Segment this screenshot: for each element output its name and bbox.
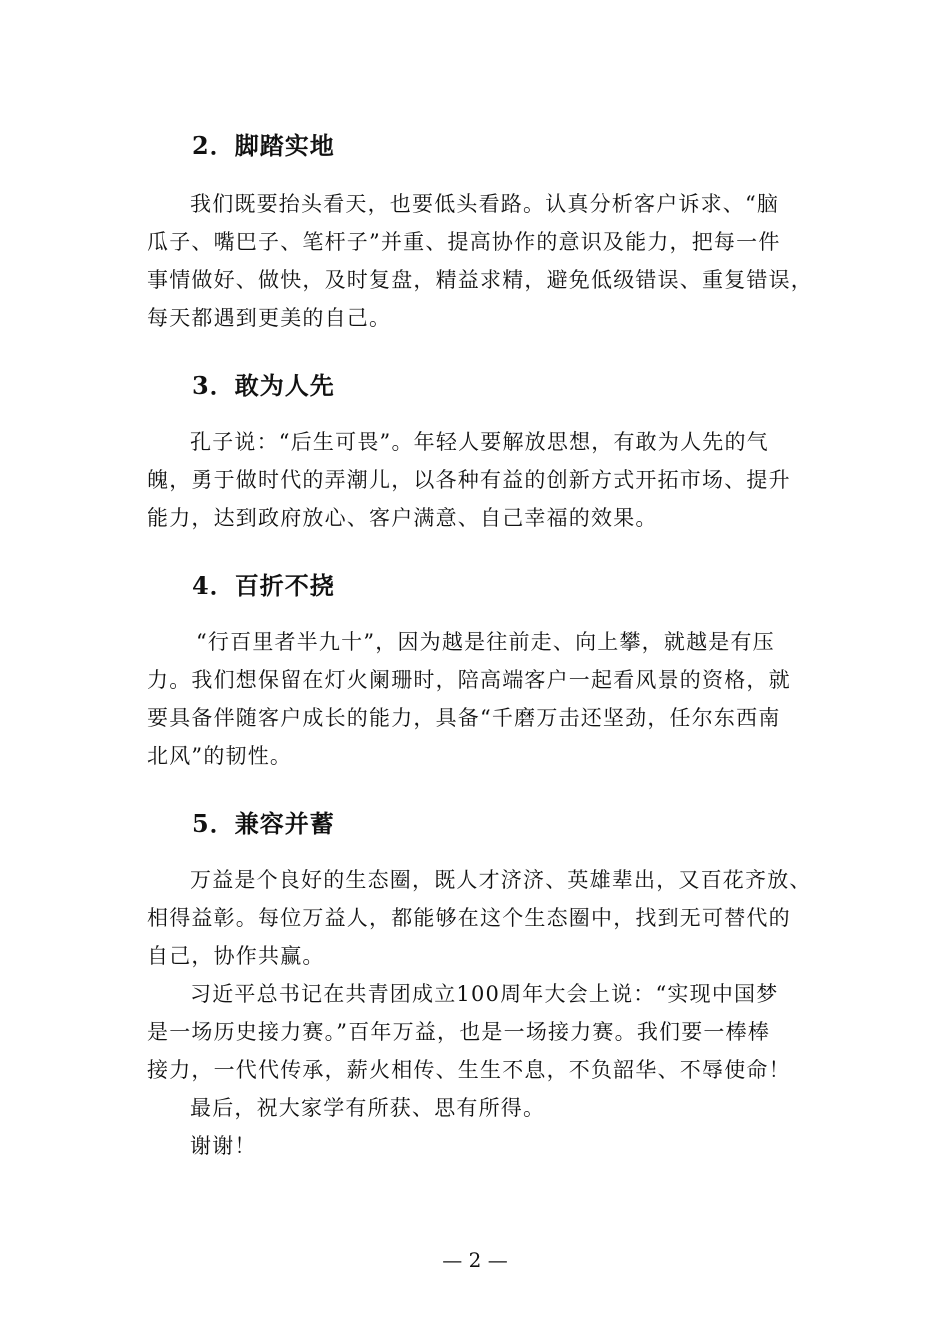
paragraph-line: 每天都遇到更美的自己。 <box>147 306 392 330</box>
paragraph-line: 自己，协作共赢。 <box>147 944 325 968</box>
paragraph-line: 是一场历史接力赛。”百年万益，也是一场接力赛。我们要一棒棒 <box>147 1020 771 1044</box>
paragraph-line: 事情做好、做快，及时复盘，精益求精，避免低级错误、重复错误， <box>147 268 813 292</box>
paragraph-line: 习近平总书记在共青团成立100周年大会上说：“实现中国梦 <box>190 982 779 1006</box>
paragraph-line: 能力，达到政府放心、客户满意、自己幸福的效果。 <box>147 506 658 530</box>
closing-line: 最后，祝大家学有所获、思有所得。 <box>190 1096 546 1120</box>
paragraph-line: 万益是个良好的生态圈，既人才济济、英雄辈出，又百花齐放、 <box>190 868 812 892</box>
section-heading-4: 4．百折不挠 <box>192 571 335 600</box>
section-heading-5: 5．兼容并蓄 <box>192 809 335 838</box>
paragraph-line: 接力，一代代传承，薪火相传、生生不息，不负韶华、不辱使命！ <box>147 1058 791 1082</box>
paragraph-line: 力。我们想保留在灯火阑珊时，陪高端客户一起看风景的资格，就 <box>147 668 791 692</box>
section-heading-3: 3．敢为人先 <box>192 371 335 400</box>
paragraph-line: “行百里者半九十”，因为越是往前走、向上攀，就越是有压 <box>196 630 775 654</box>
paragraph-line: 魄，勇于做时代的弄潮儿，以各种有益的创新方式开拓市场、提升 <box>147 468 791 492</box>
paragraph-line: 要具备伴随客户成长的能力，具备“千磨万击还坚劲，任尔东西南 <box>147 706 781 730</box>
paragraph-line: 瓜子、嘴巴子、笔杆子”并重、提高协作的意识及能力，把每一件 <box>147 230 781 254</box>
paragraph-line: 孔子说：“后生可畏”。年轻人要解放思想，有敢为人先的气 <box>190 430 769 454</box>
page-number: — 2 — <box>442 1248 508 1272</box>
paragraph-line: 北风”的韧性。 <box>147 744 293 768</box>
thanks-line: 谢谢！ <box>190 1134 257 1158</box>
paragraph-line: 我们既要抬头看天，也要低头看路。认真分析客户诉求、“脑 <box>190 192 780 216</box>
section-heading-2: 2．脚踏实地 <box>192 131 335 160</box>
paragraph-line: 相得益彰。每位万益人，都能够在这个生态圈中，找到无可替代的 <box>147 906 791 930</box>
